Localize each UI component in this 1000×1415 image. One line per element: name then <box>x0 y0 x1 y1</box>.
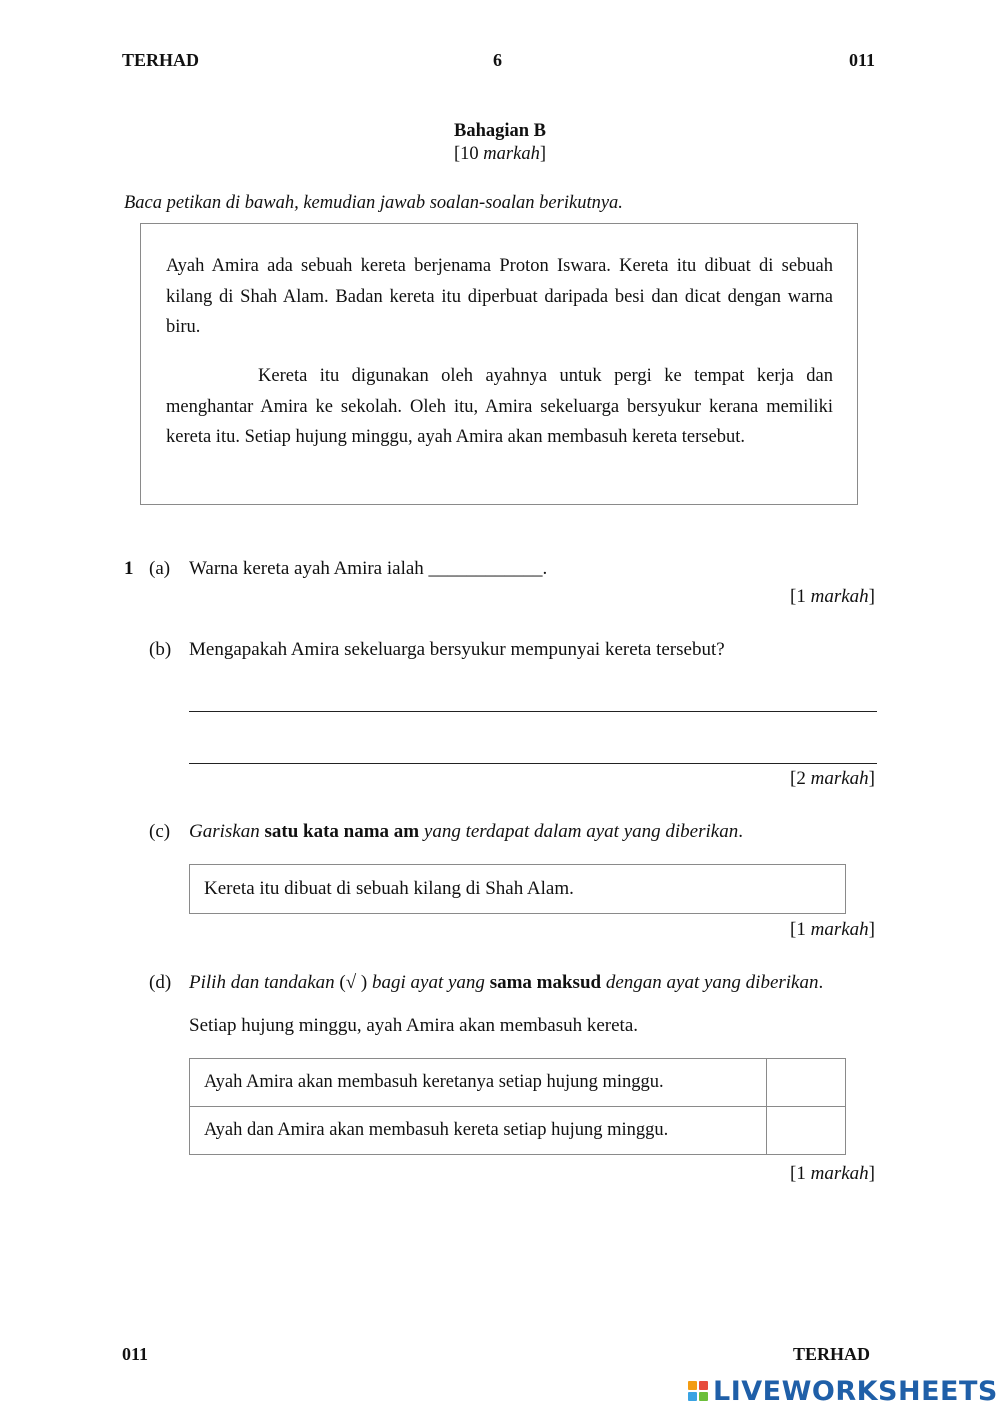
answer-line-b-2[interactable] <box>189 763 877 764</box>
brand-text: LIVEWORKSHEETS <box>713 1375 998 1407</box>
option-text: Ayah dan Amira akan membasuh kereta setiap hujung minggu. <box>190 1107 767 1155</box>
question-number: 1 <box>124 558 134 579</box>
question-d-text: Pilih dan tandakan (√ ) bagi ayat yang sama maksud dengan ayat yang diberikan. <box>189 972 824 993</box>
question-a-text: Warna kereta ayah Amira ialah ____________. <box>189 558 548 579</box>
sentence-box-c[interactable] <box>189 864 846 914</box>
answer-blank-a[interactable]: ____________ <box>428 558 543 579</box>
question-b-text: Mengapakah Amira sekeluarga bersyukur mempunyai kereta tersebut? <box>189 639 725 660</box>
section-title: Bahagian B <box>453 121 547 141</box>
logo-square <box>699 1392 708 1401</box>
passage-paragraph-1: Ayah Amira ada sebuah kereta berjenama Proton Iswara. Kereta itu dibuat di sebuah kilang di Shah Alam. Badan kereta itu diperbuat daripada besi dan dicat dengan warna biru. <box>166 256 833 337</box>
page-number: 6 <box>493 50 502 70</box>
marks-a: [1 markah] <box>790 586 875 607</box>
passage-paragraph-2: Kereta itu digunakan oleh ayahnya untuk pergi ke tempat kerja dan menghantar Amira ke sekolah. Oleh itu, Amira sekeluarga bersyukur kerana memiliki kereta itu. Setiap hujung minggu, ayah Amira akan membasuh kereta tersebut. <box>166 366 833 447</box>
logo-icon <box>688 1381 708 1401</box>
tick-box-option-2[interactable] <box>767 1107 846 1155</box>
header-left: TERHAD <box>122 50 200 70</box>
logo-square <box>699 1381 708 1390</box>
liveworksheets-logo <box>688 1374 998 1408</box>
logo-square <box>688 1381 697 1390</box>
question-d-label: (d) <box>149 972 172 993</box>
marks-d: [1 markah] <box>790 1163 875 1184</box>
sentence-c[interactable]: Kereta itu dibuat di sebuah kilang di Shah Alam. <box>204 878 574 899</box>
question-c-text: Gariskan satu kata nama am yang terdapat dalam ayat yang diberikan. <box>189 821 743 842</box>
question-b-label: (b) <box>149 639 172 660</box>
given-sentence-d: Setiap hujung minggu, ayah Amira akan membasuh kereta. <box>189 1015 639 1036</box>
option-row <box>190 1059 846 1107</box>
option-row <box>190 1107 846 1155</box>
marks-b: [2 markah] <box>790 768 875 789</box>
option-text: Ayah Amira akan membasuh keretanya setiap hujung minggu. <box>190 1059 767 1107</box>
options-table <box>189 1058 846 1155</box>
instruction: Baca petikan di bawah, kemudian jawab soalan-soalan berikutnya. <box>124 193 623 213</box>
logo-square <box>688 1392 697 1401</box>
section-marks: [10 markah] <box>454 144 546 164</box>
passage-box <box>140 223 858 505</box>
footer-right: TERHAD <box>793 1344 871 1364</box>
question-a-label: (a) <box>149 558 171 579</box>
tick-box-option-1[interactable] <box>767 1059 846 1107</box>
marks-c: [1 markah] <box>790 919 875 940</box>
answer-line-b-1[interactable] <box>189 711 877 712</box>
question-c-label: (c) <box>149 821 171 842</box>
header-right: 011 <box>849 50 876 70</box>
footer-left: 011 <box>122 1344 149 1364</box>
